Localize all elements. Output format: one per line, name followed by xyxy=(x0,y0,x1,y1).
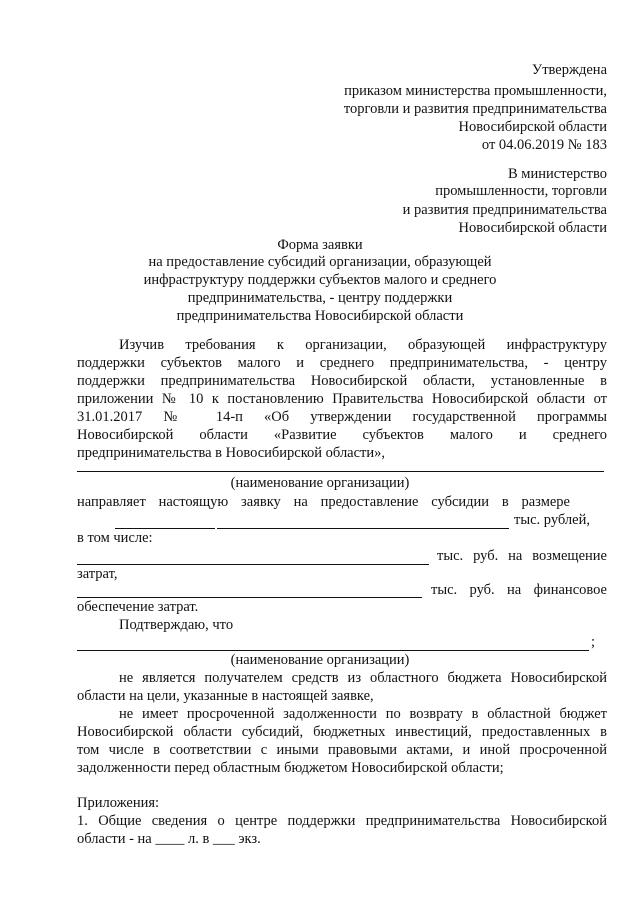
addressee-line-1: В министерство xyxy=(508,166,607,182)
form-title-line-1: Форма заявки xyxy=(277,237,363,253)
request-line-1: направляет настоящую заявку на предоставление субсидии в размере xyxy=(77,494,570,510)
financing-unit: тыс. руб. на финансовое xyxy=(431,582,607,598)
amount-field-part-2[interactable] xyxy=(217,528,509,529)
reimbursement-continuation: затрат, xyxy=(77,566,118,582)
addressee-line-3: и развития предпринимательства xyxy=(402,202,607,218)
intro-line-7: предпринимательства в Новосибирской области», xyxy=(77,445,386,461)
org-name-field-1[interactable] xyxy=(77,471,604,472)
approval-line-5: от 04.06.2019 № 183 xyxy=(481,137,607,153)
reimbursement-unit: тыс. руб. на возмещение xyxy=(437,548,607,564)
approval-line-1: Утверждена xyxy=(531,62,607,78)
attachment-1-line-1: 1. Общие сведения о центре поддержки предпринимательства Новосибирской xyxy=(77,813,607,829)
amount-field-part-1[interactable] xyxy=(115,528,215,529)
intro-line-1: Изучив требования к организации, образующей инфраструктуру xyxy=(119,337,607,353)
confirm-semicolon: ; xyxy=(591,634,596,650)
statement1-line-1: не является получателем средств из областного бюджета Новосибирской xyxy=(119,670,607,686)
intro-line-3: поддержки предпринимательства Новосибирской области, установленные в xyxy=(77,373,607,389)
intro-line-4: приложении № 10 к постановлению Правительства Новосибирской области от xyxy=(77,391,607,407)
form-title-line-4: предпринимательства, - центру поддержки xyxy=(187,290,453,306)
approval-line-3: торговли и развития предпринимательства xyxy=(343,101,607,117)
form-title-line-5: предпринимательства Новосибирской области xyxy=(176,308,464,324)
attachment-1-line-2: области - на ____ л. в ___ экз. xyxy=(77,831,261,847)
org-name-field-2[interactable] xyxy=(77,650,589,651)
intro-line-6: Новосибирской области «Развитие субъектов малого и среднего xyxy=(77,427,607,443)
confirm-label: Подтверждаю, что xyxy=(119,617,234,633)
org-name-caption-1: (наименование организации) xyxy=(230,475,410,491)
financing-continuation: обеспечение затрат. xyxy=(77,599,199,615)
statement2-line-2: Новосибирской области субсидий, бюджетных инвестиций, предоставленных в xyxy=(77,724,607,740)
attachments-title: Приложения: xyxy=(77,795,160,811)
approval-line-2: приказом министерства промышленности, xyxy=(344,83,607,99)
statement2-line-3: том числе в соответствии с иными правовыми актами, и иной просроченной xyxy=(77,742,607,758)
intro-line-5: 31.01.2017 № 14-п «Об утверждении государственной программы xyxy=(77,409,607,425)
addressee-line-4: Новосибирской области xyxy=(458,220,607,236)
financing-amount-field[interactable] xyxy=(77,597,422,598)
form-title-line-2: на предоставление субсидий организации, образующей xyxy=(148,254,492,270)
statement1-line-2: области на цели, указанные в настоящей заявке, xyxy=(77,688,374,704)
intro-line-2: поддержки субъектов малого и среднего предпринимательства, - центру xyxy=(77,355,607,371)
addressee-line-2: промышленности, торговли xyxy=(435,183,607,199)
amount-unit: тыс. рублей, xyxy=(514,512,590,528)
form-title-line-3: инфраструктуру поддержки субъектов малого и среднего xyxy=(143,272,497,288)
approval-line-4: Новосибирской области xyxy=(458,119,607,135)
statement2-line-1: не имеет просроченной задолженности по возврату в областной бюджет xyxy=(119,706,607,722)
statement2-line-4: задолженности перед областным бюджетом Новосибирской области; xyxy=(77,760,504,776)
org-name-caption-2: (наименование организации) xyxy=(230,652,410,668)
reimbursement-amount-field[interactable] xyxy=(77,564,429,565)
including-label: в том числе: xyxy=(77,530,153,546)
